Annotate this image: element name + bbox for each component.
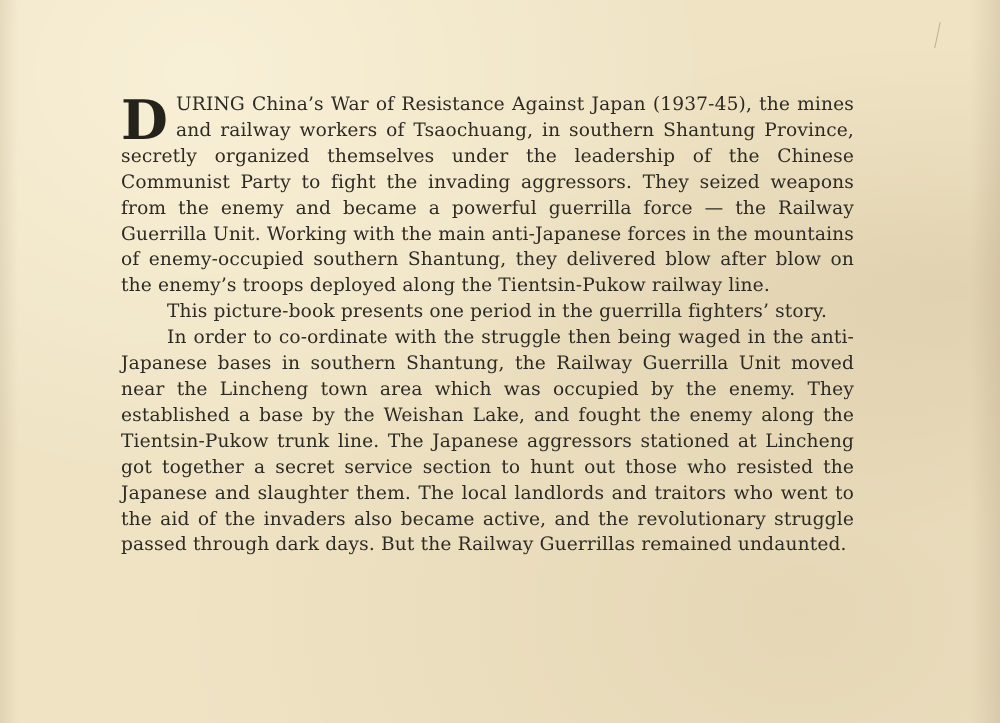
body-text — [121, 88, 854, 558]
intro-paragraph-text: URING China’s War of Resistance Against Japan (1937-45), the mines and railway workers of Tsaochuang, in southern Shantung Province, secretly organized themselves under the leadership of the Chinese Communist Party to fight the invading aggressors. They seized weapons from the enemy and became a powerful guerrilla force — the Railway Guerrilla Unit. Working with the main anti-Japanese forces in the mountains of enemy-occupied southern Shantung, they delivered blow after blow on the enemy’s troops deployed along the Tientsin-Pukow railway line. — [121, 94, 854, 297]
intro-paragraph — [121, 88, 854, 299]
lincheng-paragraph: In order to co-ordinate with the struggle then being waged in the anti-Japanese bases in southern Shantung, the Railway Guerrilla Unit moved near the Lincheng town area which was occupied by the enemy. They established a base by the Weishan Lake, and fought the enemy along the Tientsin-Pukow trunk line. The Japanese aggressors stationed at Lincheng got together a secret service section to hunt out those who resisted the Japanese and slaughter them. The local landlords and traitors who went to the aid of the invaders also became active, and the revolutionary struggle passed through dark days. But the Railway Guerrillas remained undaunted. — [121, 327, 854, 556]
page-edge-shadow-right — [970, 0, 1000, 723]
picture-book-paragraph: This picture-book presents one period in the guerrilla fighters’ story. — [167, 301, 828, 323]
page-edge-shadow-left — [0, 0, 18, 723]
page-corner-mark — [934, 22, 955, 48]
drop-cap: D — [121, 88, 168, 152]
